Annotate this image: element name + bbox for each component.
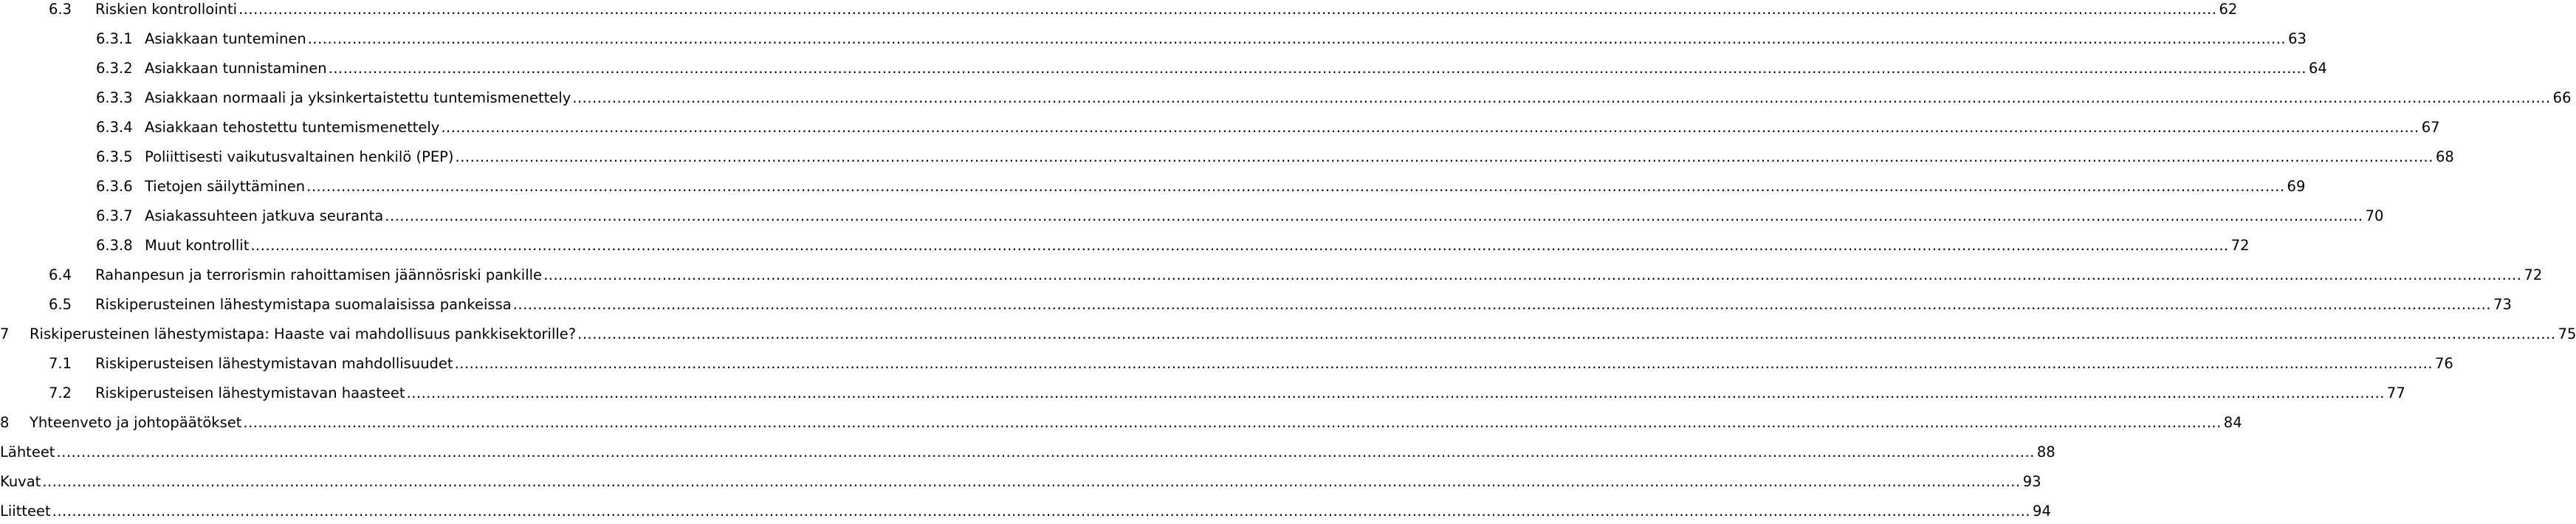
- toc-entry-title: Asiakkaan normaali ja yksinkertaistettu tuntemismenettely: [145, 89, 571, 106]
- toc-entry-title: Asiakkaan tehostettu tuntemismenettely: [145, 119, 440, 136]
- toc-dot-leader: ................................................................................................................................................................................................................................................................................................................................................................................................................: [577, 325, 2556, 342]
- toc-entry[interactable]: [49, 264, 2543, 286]
- toc-entry-title: Rahanpesun ja terrorismin rahoittamisen jäännösriski pankille: [95, 266, 543, 283]
- toc-entry-number: 7.2: [49, 385, 72, 401]
- toc-entry-number: 6.4: [49, 266, 72, 283]
- toc-dot-leader: ................................................................................................................................................................................................................................................................................................................................................................................................................: [306, 178, 2285, 195]
- toc-entry-number: 7.1: [49, 355, 72, 372]
- toc-entry-number: 6.3.5: [96, 148, 133, 165]
- toc-entry[interactable]: [96, 87, 2572, 109]
- toc-dot-leader: ................................................................................................................................................................................................................................................................................................................................................................................................................: [42, 473, 2021, 490]
- toc-entry-title: Asiakkaan tunteminen: [145, 30, 306, 47]
- toc-entry-title: Poliittisesti vaikutusvaltainen henkilö (PEP): [145, 148, 454, 165]
- toc-entry[interactable]: [49, 353, 2453, 375]
- toc-entry-title: Kuvat: [0, 473, 41, 490]
- toc-entry-page-number: 88: [2036, 444, 2055, 461]
- toc-entry-number: 6.5: [49, 296, 72, 313]
- toc-entry-title: Riskien kontrollointi: [95, 1, 238, 18]
- toc-entry-title: Tietojen säilyttäminen: [145, 178, 306, 195]
- toc-entry-title: Riskiperusteisen lähestymistavan haasteet: [95, 385, 405, 401]
- toc-entry[interactable]: [49, 294, 2512, 316]
- toc-entry-title: Asiakkaan tunnistaminen: [145, 60, 327, 77]
- toc-entry[interactable]: [96, 58, 2327, 80]
- toc-entry-page-number: 76: [2434, 355, 2453, 372]
- toc-entry-number: 8: [0, 414, 10, 431]
- toc-entry-page-number: 73: [2493, 296, 2512, 313]
- toc-entry[interactable]: [0, 441, 2055, 463]
- toc-entry[interactable]: [96, 28, 2307, 50]
- toc-entry[interactable]: [49, 0, 2238, 21]
- toc-entry[interactable]: [96, 235, 2250, 257]
- toc-entry[interactable]: [49, 382, 2405, 404]
- toc-entry-number: 6.3.8: [96, 237, 133, 254]
- toc-entry[interactable]: [0, 412, 2242, 434]
- toc-dot-leader: ................................................................................................................................................................................................................................................................................................................................................................................................................: [572, 89, 2551, 106]
- toc-entry-page-number: 66: [2552, 89, 2572, 106]
- toc-entry[interactable]: [0, 471, 2041, 493]
- toc-entry-page-number: 69: [2287, 178, 2306, 195]
- toc-dot-leader: ................................................................................................................................................................................................................................................................................................................................................................................................................: [52, 503, 2031, 520]
- toc-entry-page-number: 63: [2288, 30, 2307, 47]
- toc-dot-leader: ................................................................................................................................................................................................................................................................................................................................................................................................................: [543, 266, 2522, 283]
- toc-dot-leader: ................................................................................................................................................................................................................................................................................................................................................................................................................: [250, 237, 2229, 254]
- toc-entry[interactable]: [96, 146, 2454, 168]
- toc-entry-title: Riskiperusteinen lähestymistapa: Haaste vai mahdollisuus pankkisektorille?: [30, 325, 577, 342]
- toc-dot-leader: ................................................................................................................................................................................................................................................................................................................................................................................................................: [406, 385, 2385, 401]
- toc-entry-page-number: 67: [2421, 119, 2440, 136]
- toc-dot-leader: ................................................................................................................................................................................................................................................................................................................................................................................................................: [441, 119, 2419, 136]
- toc-entry-page-number: 84: [2223, 414, 2242, 431]
- toc-entry-number: 6.3.3: [96, 89, 133, 106]
- toc-dot-leader: ................................................................................................................................................................................................................................................................................................................................................................................................................: [454, 355, 2433, 372]
- toc-entry-title: Lähteet: [0, 444, 55, 461]
- toc-entry-number: 6.3.7: [96, 207, 133, 224]
- toc-dot-leader: ................................................................................................................................................................................................................................................................................................................................................................................................................: [328, 60, 2307, 77]
- toc-entry-page-number: 94: [2033, 503, 2051, 520]
- toc-entry-number: 6.3: [49, 1, 72, 18]
- toc-entry-number: 7: [0, 325, 10, 342]
- toc-entry[interactable]: [96, 205, 2384, 227]
- toc-entry-title: Yhteenveto ja johtopäätökset: [30, 414, 242, 431]
- toc-entry-title: Liitteet: [0, 503, 51, 520]
- toc-entry-title: Muut kontrollit: [145, 237, 250, 254]
- toc-entry-page-number: 72: [2524, 266, 2543, 283]
- toc-dot-leader: ................................................................................................................................................................................................................................................................................................................................................................................................................: [307, 30, 2287, 47]
- toc-dot-leader: ................................................................................................................................................................................................................................................................................................................................................................................................................: [512, 296, 2492, 313]
- toc-entry-number: 6.3.1: [96, 30, 133, 47]
- toc-entry-number: 6.3.6: [96, 178, 133, 195]
- toc-entry[interactable]: [0, 500, 2051, 523]
- toc-entry-page-number: 75: [2558, 325, 2576, 342]
- toc-entry-title: Riskiperusteisen lähestymistavan mahdollisuudet: [95, 355, 453, 372]
- toc-entry[interactable]: [0, 323, 2576, 345]
- toc-entry-number: 6.3.4: [96, 119, 133, 136]
- toc-entry-page-number: 62: [2219, 1, 2238, 18]
- toc-entry-page-number: 77: [2386, 385, 2405, 401]
- toc-entry-page-number: 68: [2435, 148, 2454, 165]
- toc-entry[interactable]: [96, 176, 2306, 198]
- toc-entry-number: 6.3.2: [96, 60, 133, 77]
- toc-entry-page-number: 70: [2365, 207, 2384, 224]
- toc-entry[interactable]: [96, 117, 2440, 139]
- toc-entry-page-number: 72: [2230, 237, 2250, 254]
- toc-dot-leader: ................................................................................................................................................................................................................................................................................................................................................................................................................: [56, 444, 2035, 461]
- toc-entry-page-number: 64: [2309, 60, 2327, 77]
- toc-entry-title: Asiakassuhteen jatkuva seuranta: [145, 207, 384, 224]
- toc-dot-leader: ................................................................................................................................................................................................................................................................................................................................................................................................................: [455, 148, 2434, 165]
- toc-entry-page-number: 93: [2022, 473, 2041, 490]
- toc-dot-leader: ................................................................................................................................................................................................................................................................................................................................................................................................................: [385, 207, 2363, 224]
- toc-dot-leader: ................................................................................................................................................................................................................................................................................................................................................................................................................: [243, 414, 2222, 431]
- toc-entry-title: Riskiperusteinen lähestymistapa suomalaisissa pankeissa: [95, 296, 512, 313]
- toc-dot-leader: ................................................................................................................................................................................................................................................................................................................................................................................................................: [238, 1, 2217, 18]
